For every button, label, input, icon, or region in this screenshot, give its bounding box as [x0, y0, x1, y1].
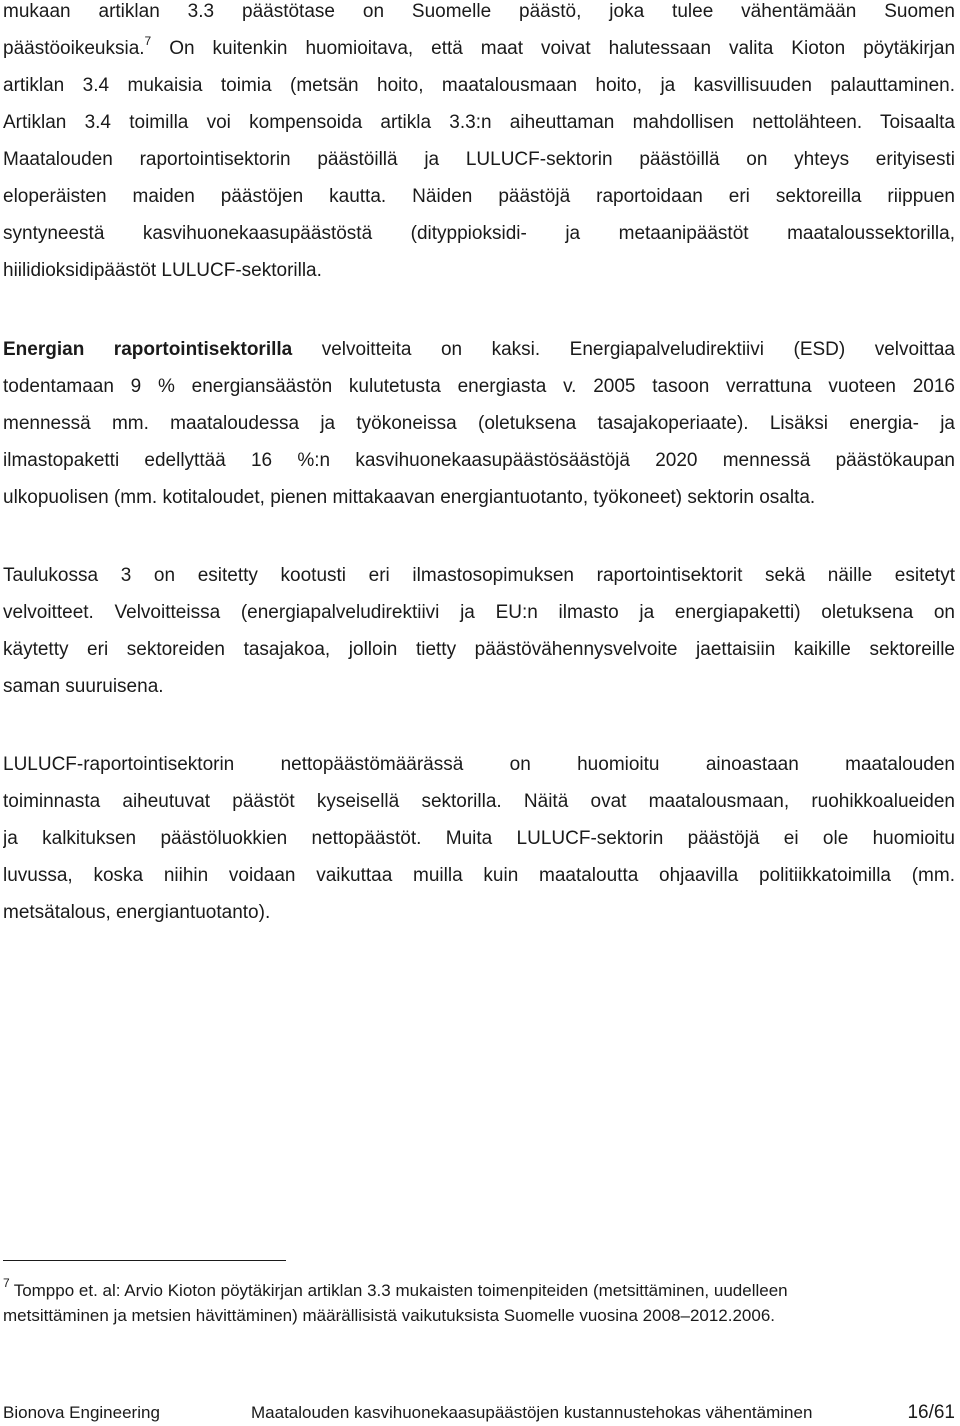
paragraph-line: Taulukossa 3 on esitetty kootusti eri ilmastosopimuksen raportointisektorit sekä näille esitetyt	[3, 565, 955, 586]
paragraph-line: toiminnasta aiheutuvat päästöt kyseisellä sektorilla. Näitä ovat maatalousmaan, ruohikkoalueiden	[3, 791, 955, 812]
paragraph-1	[3, 0, 955, 289]
footnote-line	[3, 1276, 955, 1304]
footnote-separator	[3, 1260, 286, 1261]
footer-company: Bionova Engineering	[3, 1403, 160, 1422]
paragraph-line: velvoitteet. Velvoitteissa (energiapalveludirektiivi ja EU:n ilmasto ja energiapaketti) oletuksena on	[3, 602, 955, 623]
paragraph-line: ja kalkituksen päästöluokkien nettopäästöt. Muita LULUCF-sektorin päästöjä ei ole huomioitu	[3, 828, 955, 849]
footnote-line: metsittäminen ja metsien hävittäminen) määrällisistä vaikutuksista Suomelle vuosina 2008–2012.2006.	[3, 1306, 776, 1325]
paragraph-line: syntyneestä kasvihuonekaasupäästöstä (dityppioksidi- ja metaanipäästöt maataloussektorilla,	[3, 223, 955, 244]
paragraph-line: luvussa, koska niihin voidaan vaikuttaa muilla kuin maataloutta ohjaavilla politiikkatoimilla (mm.	[3, 865, 955, 886]
paragraph-line: artiklan 3.4 mukaisia toimia (metsän hoito, maatalousmaan hoito, ja kasvillisuuden palauttaminen.	[3, 75, 955, 96]
footnote-text: Tomppo et. al: Arvio Kioton pöytäkirjan artiklan 3.3 mukaisten toimenpiteiden (metsittäminen, uudelleen	[13, 1281, 788, 1300]
paragraph-line-text: päästöoikeuksia.	[3, 38, 145, 59]
paragraph-line: ulkopuolisen (mm. kotitaloudet, pienen mittakaavan energiantuotanto, työkoneet) sektorin osalta.	[3, 487, 816, 508]
paragraph-line-text: velvoitteita on kaksi. Energiapalveludirektiivi (ESD) velvoittaa	[321, 339, 955, 360]
paragraph-line: mennessä mm. maataloudessa ja työkoneissa (oletuksena tasajakoperiaate). Lisäksi energia- ja	[3, 413, 955, 434]
paragraph-line-text: On kuitenkin huomioitava, että maat voivat halutessaan valita Kioton pöytäkirjan	[169, 38, 955, 59]
paragraph-line: Maatalouden raportointisektorin päästöillä ja LULUCF-sektorin päästöillä on yhteys erityisesti	[3, 149, 955, 170]
page-footer	[3, 1400, 955, 1426]
paragraph-line: todentamaan 9 % energiansäästön kulutetusta energiasta v. 2005 tasoon verrattuna vuoteen 2016	[3, 376, 955, 397]
footnote-reference[interactable]: 7	[144, 33, 152, 48]
paragraph-2	[3, 331, 955, 516]
paragraph-3	[3, 557, 955, 705]
paragraph-4	[3, 746, 955, 931]
page-number: 16/61	[907, 1402, 955, 1423]
paragraph-line	[3, 331, 955, 368]
footer-document-title: Maatalouden kasvihuonekaasupäästöjen kustannustehokas vähentäminen	[251, 1403, 813, 1422]
paragraph-line: eloperäisten maiden päästöjen kautta. Näiden päästöjä raportoidaan eri sektoreilla riippuen	[3, 186, 955, 207]
paragraph-line: Artiklan 3.4 toimilla voi kompensoida artikla 3.3:n aiheuttaman mahdollisen nettolähteen. Toisaalta	[3, 112, 955, 133]
paragraph-line: käytetty eri sektoreiden tasajakoa, jolloin tietty päästövähennysvelvoite jaettaisiin kaikille sektoreille	[3, 639, 955, 660]
paragraph-line: saman suuruisena.	[3, 676, 164, 697]
paragraph-line: mukaan artiklan 3.3 päästötase on Suomelle päästö, joka tulee vähentämään Suomen	[3, 1, 955, 22]
paragraph-line: metsätalous, energiantuotanto).	[3, 902, 271, 923]
paragraph-line	[3, 30, 955, 67]
paragraph-line: hiilidioksidipäästöt LULUCF-sektorilla.	[3, 260, 322, 281]
footnote	[3, 1276, 955, 1328]
bold-lead-text: Energian raportointisektorilla	[3, 339, 293, 360]
footnote-number: 7	[3, 1276, 10, 1290]
paragraph-line: ilmastopaketti edellyttää 16 %:n kasvihuonekaasupäästösäästöjä 2020 mennessä päästökaupan	[3, 450, 955, 471]
paragraph-line: LULUCF-raportointisektorin nettopäästömäärässä on huomioitu ainoastaan maatalouden	[3, 754, 955, 775]
